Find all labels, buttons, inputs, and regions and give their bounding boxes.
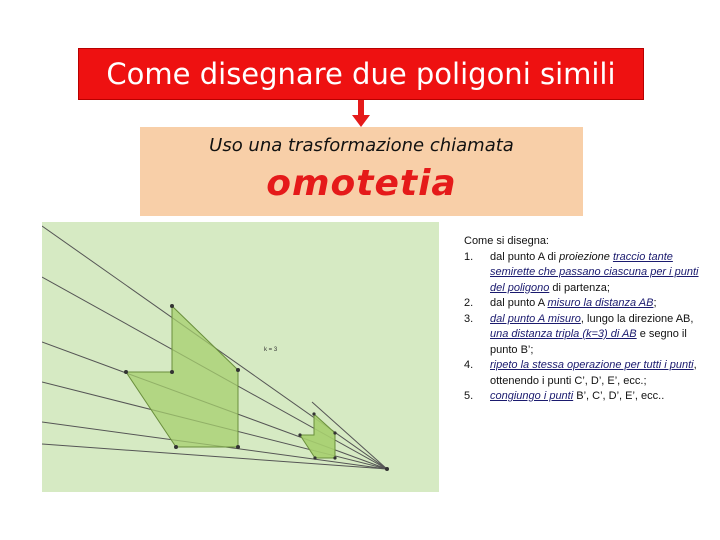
step-fragment: , ottenendo i punti C’, D’, E’, ecc.; [490,359,697,387]
step-text [490,312,714,359]
step-item [464,358,714,389]
step-item [464,296,714,312]
step-item [464,250,714,297]
k-ratio-label: k = 3 [264,347,278,353]
step-fragment: di partenza; [549,281,610,294]
step-fragment: dal punto A [490,297,548,309]
homothety-diagram [42,222,439,492]
step-emphasis: una distanza tripla (k=3) di AB [490,328,637,340]
step-number: 1. [464,250,474,263]
step-list [464,250,714,405]
step-number: 4. [464,359,474,371]
step-text [490,358,714,389]
subtitle-line: Uso una trasformazione chiamata [209,135,514,156]
enlarged-polygon [126,306,238,447]
step-number: 5. [464,390,474,402]
step-text [490,296,714,312]
instructions-panel [464,234,714,405]
step-item [464,312,714,359]
step-text [490,250,714,297]
page-title: Come disegnare due poligoni simili [106,57,616,91]
step-fragment: B’, C’, D’, E’, ecc.. [573,390,665,402]
step-fragment: ; [653,297,657,309]
step-emphasis: traccio tante semirette che passano ciascuna per i punti del poligono [490,250,699,294]
step-emphasis: ripeto la stessa operazione per tutti i punti [490,359,694,371]
step-emphasis: dal punto A misuro [490,312,581,325]
step-number: 2. [464,297,474,309]
instructions-heading: Come si disegna: [464,235,549,247]
subtitle-box [140,127,583,216]
step-fragment: dal punto A di [490,250,560,263]
step-number: 3. [464,312,474,325]
step-fragment: proiezione [559,250,613,263]
step-fragment: , lungo la direzione AB, [580,312,694,325]
step-emphasis: misuro la distanza AB [547,297,654,309]
step-fragment: e segno il punto B’; [490,328,687,356]
step-item [464,389,714,405]
step-text [490,389,714,405]
subtitle-keyword: omotetia [266,163,457,204]
homothety-figure [42,222,439,492]
original-polygon [300,414,335,458]
step-emphasis: congiungo i punti [490,390,574,402]
